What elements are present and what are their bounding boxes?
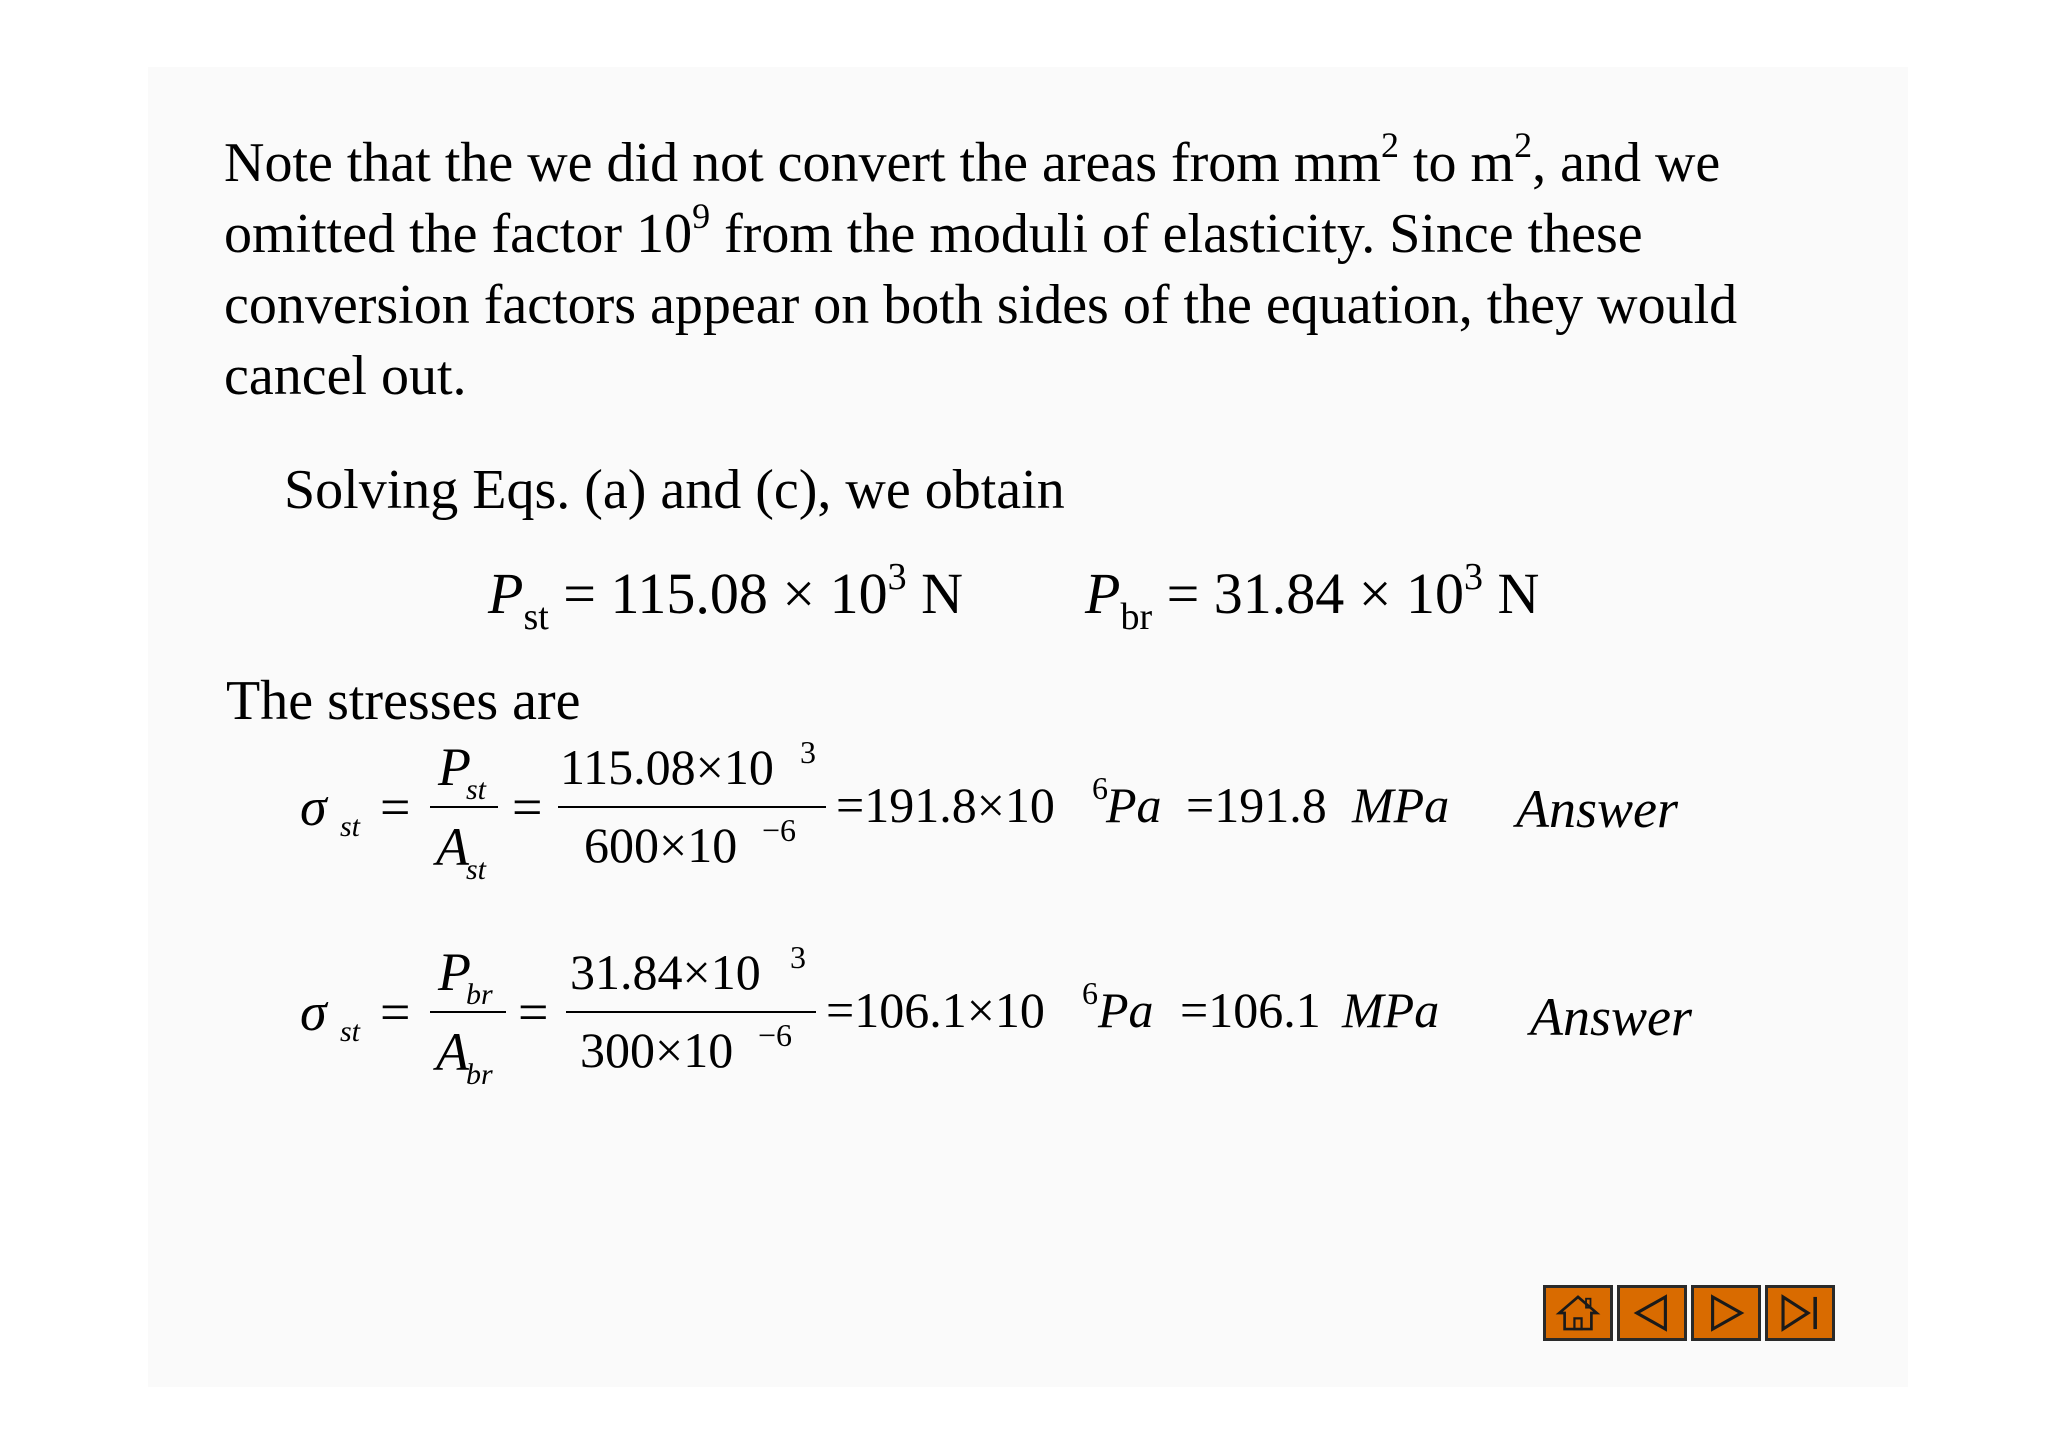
note-line-1: Note that the we did not convert the areas from $mm^2$ to $m^2$, and we xyxy=(224,125,1721,194)
result-unit: Pa xyxy=(1106,777,1162,833)
denominator-exponent: −6 xyxy=(758,1017,793,1053)
denominator-value: 600×10 xyxy=(584,817,738,873)
fraction-bar xyxy=(558,806,826,808)
note-line-2: omitted the factor $10^9$ from the moduli of elasticity. Since these xyxy=(224,196,1643,265)
note-line-4: cancel out. xyxy=(224,345,467,407)
numerator-exponent: 3 xyxy=(800,734,816,770)
denominator-value: 300×10 xyxy=(580,1022,734,1078)
result-value: =191.8×10 xyxy=(836,777,1055,833)
home-icon xyxy=(1546,1288,1610,1338)
answer-label: Answer xyxy=(1516,779,1678,839)
fraction-bar xyxy=(566,1011,816,1013)
fraction-bar xyxy=(430,1011,506,1013)
result-value: =106.1×10 xyxy=(826,982,1045,1038)
result-exponent: 6 xyxy=(1092,770,1108,806)
solving-text: Solving Eqs. (a) and (c), we obtain xyxy=(284,459,1065,521)
sigma-symbol: σ xyxy=(300,777,327,837)
equals-sign: = xyxy=(518,982,549,1042)
numerator-value: 115.08×10 xyxy=(560,739,774,795)
equals-sign: = xyxy=(512,777,543,837)
result-exponent: 6 xyxy=(1082,975,1098,1011)
previous-icon xyxy=(1620,1288,1684,1338)
result-mpa-value: =191.8 xyxy=(1186,777,1327,833)
force-symbol: P xyxy=(438,737,471,797)
numerator-exponent: 3 xyxy=(790,939,806,975)
result-unit: Pa xyxy=(1098,982,1154,1038)
numerator-value: 31.84×10 xyxy=(570,944,761,1000)
equals-sign: = xyxy=(380,982,411,1042)
next-icon xyxy=(1694,1288,1758,1338)
next-button[interactable] xyxy=(1691,1285,1761,1341)
sigma-subscript: st xyxy=(340,1015,361,1048)
slide-navigation xyxy=(1543,1285,1835,1341)
denominator-exponent: −6 xyxy=(762,812,797,848)
last-icon xyxy=(1768,1288,1832,1338)
result-mpa-value: =106.1 xyxy=(1180,982,1321,1038)
note-line-3: conversion factors appear on both sides of the equation, they would xyxy=(224,274,1738,336)
fraction-bar xyxy=(430,806,498,808)
area-subscript: st xyxy=(466,853,487,886)
pbr-result: $P_{br} = 31.84 \times 10^3$ N xyxy=(1085,556,1540,638)
sigma-subscript: st xyxy=(340,810,361,843)
force-subscript: br xyxy=(466,978,493,1011)
area-symbol: A xyxy=(436,1022,469,1082)
previous-button[interactable] xyxy=(1617,1285,1687,1341)
result-mpa-unit: MPa xyxy=(1352,777,1450,833)
result-mpa-unit: MPa xyxy=(1342,982,1440,1038)
stresses-intro: The stresses are xyxy=(226,670,581,732)
force-subscript: st xyxy=(466,773,487,806)
sigma-symbol: σ xyxy=(300,982,327,1042)
area-symbol: A xyxy=(436,817,469,877)
pst-result: $P_{st} = 115.08 \times 10^3$ N xyxy=(488,556,963,638)
note-paragraph xyxy=(224,125,1844,412)
force-symbol: P xyxy=(438,942,471,1002)
last-button[interactable] xyxy=(1765,1285,1835,1341)
answer-label: Answer xyxy=(1530,987,1692,1047)
home-button[interactable] xyxy=(1543,1285,1613,1341)
equals-sign: = xyxy=(380,777,411,837)
area-subscript: br xyxy=(466,1058,493,1091)
